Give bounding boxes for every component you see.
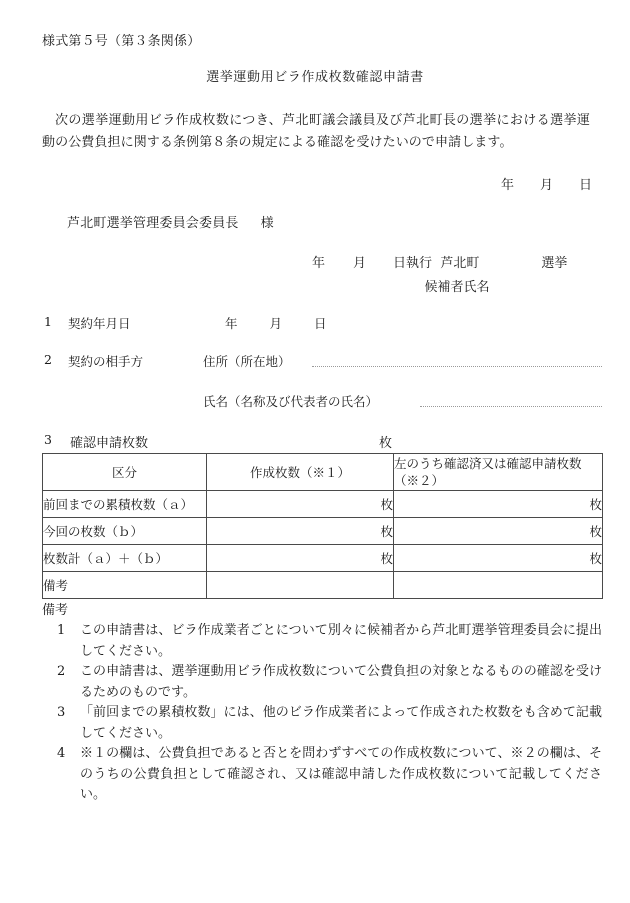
addressee-name: 芦北町選挙管理委員会委員長 xyxy=(67,216,239,231)
item1-year-label: 年 xyxy=(225,316,238,331)
remarks-item-number: 2 xyxy=(57,664,66,679)
row-label-current: 今回の枚数（ｂ） xyxy=(43,518,207,545)
form-number: 様式第５号（第３条関係） xyxy=(42,34,201,49)
row-label-previous-total: 前回までの累積枚数（ａ） xyxy=(43,491,207,518)
remarks-item-number: 3 xyxy=(57,705,66,720)
item1-day-label: 日 xyxy=(314,316,327,331)
header-made-count: 作成枚数（※１） xyxy=(207,454,394,491)
item2-number: 2 xyxy=(44,352,52,367)
item1-number: 1 xyxy=(44,314,52,329)
remarks-title: 備考 xyxy=(42,603,69,618)
item1-date-fields xyxy=(225,314,327,332)
body-paragraph: 次の選挙運動用ビラ作成枚数につき、芦北町議会議員及び芦北町長の選挙における選挙運動の公費負担に関する条例第８条の規定による確認を受けたいので申請します。 xyxy=(42,113,590,150)
remarks-section xyxy=(42,601,602,806)
cell-made-remarks[interactable] xyxy=(207,572,394,599)
table-row xyxy=(43,545,603,572)
table-row xyxy=(43,518,603,545)
date-day-label: 日 xyxy=(578,178,592,193)
addressee-line xyxy=(67,212,274,231)
item3-row xyxy=(70,432,392,454)
table-header-row xyxy=(43,454,603,491)
remarks-item xyxy=(42,703,602,744)
item3-number: 3 xyxy=(44,432,52,447)
row-label-total: 枚数計（ａ）＋（ｂ） xyxy=(43,545,207,572)
remarks-item xyxy=(42,621,602,662)
item2-address-label: 住所（所在地） xyxy=(203,354,291,369)
item1-label: 契約年月日 xyxy=(68,316,131,331)
cell-confirmed-current[interactable]: 枚 xyxy=(394,518,603,545)
exec-year-label: 年 xyxy=(312,256,326,271)
remarks-item-text: この申請書は、ビラ作成業者ごとについて別々に候補者から芦北町選挙管理委員会に提出してください。 xyxy=(80,623,602,659)
cell-made-current[interactable]: 枚 xyxy=(207,518,394,545)
remarks-item xyxy=(42,662,602,703)
submission-date-line xyxy=(0,174,592,193)
item3-unit: 枚 xyxy=(378,436,392,451)
remarks-item-text: ※１の欄は、公費負担であると否とを問わずすべての作成枚数について、※２の欄は、そのうちの公費負担として確認され、又は確認申請した作成枚数について記載してください。 xyxy=(80,746,602,802)
item2-label: 契約の相手方 xyxy=(68,354,144,369)
header-confirmed-count: 左のうち確認済又は確認申請枚数（※２） xyxy=(394,454,603,491)
remarks-item-number: 1 xyxy=(57,623,66,638)
remarks-item-text: 「前回までの累積枚数」には、他のビラ作成業者によって作成された枚数をも含めて記載してください。 xyxy=(80,705,602,741)
sheet-count-table xyxy=(42,453,602,599)
address-input-line[interactable] xyxy=(312,366,602,367)
cell-made-previous-total[interactable]: 枚 xyxy=(207,491,394,518)
cell-confirmed-total[interactable]: 枚 xyxy=(394,545,603,572)
item2-name-label: 氏名（名称及び代表者の氏名） xyxy=(203,394,379,409)
election-execution-line xyxy=(312,252,602,271)
date-year-label: 年 xyxy=(500,178,514,193)
remarks-item-number: 4 xyxy=(57,746,66,761)
cell-confirmed-remarks[interactable] xyxy=(394,572,603,599)
exec-month-label: 月 xyxy=(353,256,367,271)
exec-day-label: 日執行 xyxy=(393,256,433,271)
header-category: 区分 xyxy=(43,454,207,491)
table-row xyxy=(43,491,603,518)
candidate-name-label: 候補者氏名 xyxy=(424,280,490,295)
document-title: 選挙運動用ビラ作成枚数確認申請書 xyxy=(206,70,424,85)
row-label-remarks: 備考 xyxy=(43,572,207,599)
date-month-label: 月 xyxy=(539,178,553,193)
exec-election-label: 選挙 xyxy=(541,256,568,271)
name-input-line[interactable] xyxy=(420,406,602,407)
exec-town-label: 芦北町 xyxy=(440,256,480,271)
item1-month-label: 月 xyxy=(269,316,283,331)
item3-label: 確認申請枚数 xyxy=(70,436,149,451)
remarks-item xyxy=(42,744,602,806)
cell-confirmed-previous-total[interactable]: 枚 xyxy=(394,491,603,518)
table-row xyxy=(43,572,603,599)
addressee-honorific: 様 xyxy=(260,216,274,231)
cell-made-total[interactable]: 枚 xyxy=(207,545,394,572)
remarks-item-text: この申請書は、選挙運動用ビラ作成枚数について公費負担の対象となるものの確認を受けるためのものです。 xyxy=(80,664,602,700)
